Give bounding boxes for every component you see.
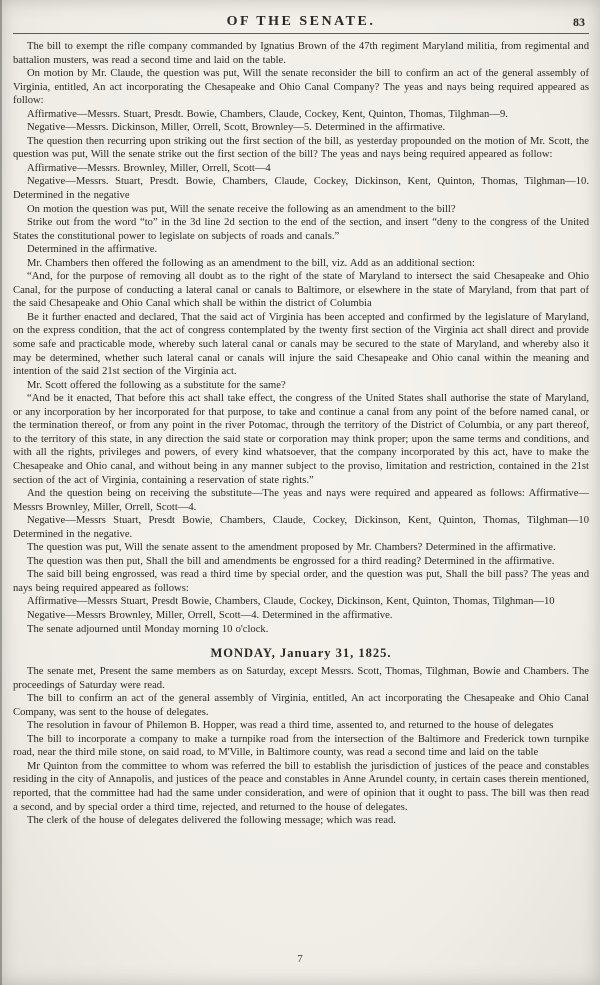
paragraph: Negative—Messrs. Stuart, Presdt. Bowie, Chambers, Claude, Cockey, Dickinson, Kent, Quinton, Thomas, Tilghman—10. Determined in the negative xyxy=(13,176,589,202)
paragraph: The question was then put, Shall the bill and amendments be engrossed for a third reading? Determined in the affirmative. xyxy=(27,555,555,567)
paragraph: “And, for the purpose of removing all doubt as to the right of the state of Maryland to intersect the said Chesapeake and Ohio Canal, for the purpose of conducting a lateral canal or canals to Baltimore, or elsewhere in the state of Maryland, from that part of the said Chesapeake and Ohio Canal which shall be within the district of Columbia xyxy=(13,271,589,310)
paragraph: The bill to incorporate a company to make a turnpike road from the intersection of the Baltimore and Frederick town turnpike road, near the third mile stone, on said road, to M'Ville, in Baltimore county, was read a second time and laid on the table xyxy=(13,733,589,759)
paragraph: Negative—Messrs Brownley, Miller, Orrell, Scott—4. Determined in the affirmative. xyxy=(27,609,393,621)
paragraph: Mr Quinton from the committee to whom was referred the bill to establish the jurisdiction of justices of the peace and constables residing in the city of Annapolis, and justices of the peace and constables in Anne Arundel county, in certain cases therein mentioned, reported, that the committee had had the same under consideration, and were of opinion that it ought to pass. The bill was then read a second, and by special order a third time, rejected, and returned to the house of delegates. xyxy=(13,760,589,813)
paragraph: Strike out from the word “to” in the 3d line 2d section to the end of the section, and insert “deny to the congress of the United States the constitutional power to legislate on subjects of roads and canals.” xyxy=(13,217,589,242)
paragraph: The clerk of the house of delegates delivered the following message; which was read. xyxy=(27,815,396,827)
running-head-title: OF THE SENATE. xyxy=(226,14,376,29)
paragraph: On motion the question was put, Will the senate receive the following as an amendment to the bill? xyxy=(27,203,456,215)
paragraph: The question was put, Will the senate assent to the amendment proposed by Mr. Chambers? Determined in the affirmative. xyxy=(27,542,556,554)
paragraph: The senate met, Present the same members as on Saturday, except Messrs. Scott, Thomas, Tilghman, Bowie and Chambers. The proceedings of Saturday were read. xyxy=(13,666,589,691)
paragraph: Mr. Scott offered the following as a substitute for the same? xyxy=(27,379,286,391)
paragraph: Negative—Messrs Stuart, Presdt Bowie, Chambers, Claude, Cockey, Dickinson, Kent, Quinton, Thomas, Tilghman—10 Determined in the negative. xyxy=(13,515,589,540)
signature-mark: 7 xyxy=(297,953,303,965)
paragraph: Affirmative—Messrs. Brownley, Miller, Orrell, Scott—4 xyxy=(27,162,271,174)
paragraph: The bill to confirm an act of the general assembly of Virginia, entitled, An act incorporating the Chesapeake and Ohio Canal Company, was sent to the house of delegates. xyxy=(13,693,589,718)
paragraph: The said bill being engrossed, was read a third time by special order, and the question was put, Shall the bill pass? The yeas and nays being required appeared as follows: xyxy=(13,569,589,594)
paragraph: The question then recurring upon striking out the first section of the bill, as yesterday propounded on the motion of Mr. Scott, the question was put, Will the senate strike out the first section of the bill? The yeas and nays being required appeared as follow: xyxy=(13,135,589,161)
paragraph: The resolution in favour of Philemon B. Hopper, was read a third time, assented to, and returned to the house of delegates xyxy=(27,720,554,732)
paragraph: Affirmative—Messrs. Stuart, Presdt. Bowie, Chambers, Claude, Cockey, Kent, Quinton, Thomas, Tilghman—9. xyxy=(27,108,508,120)
paragraph: Determined in the affirmative. xyxy=(27,244,158,256)
paragraph: Negative—Messrs. Dickinson, Miller, Orrell, Scott, Brownley—5. Determined in the affirmative. xyxy=(27,122,446,134)
paragraph: Be it further enacted and declared, That the said act of Virginia has been accepted and confirmed by the legislature of Maryland, on the express condition, that the act of congress contemplated by the twenty first section of the Virginia act shall direct and provide some safe and practicable mode, whereby such lateral canal or canals may be secured to the state of Maryland, and whereby also it may be determined, whether such lateral canal or canals will injure the said Chesapeake and Ohio canal within the meaning and intention of the said 21st section of the Virginia act. xyxy=(13,311,589,378)
paragraph: The bill to exempt the rifle company commanded by Ignatius Brown of the 47th regiment Maryland militia, from regimental and battalion musters, was read a second time and laid on the table. xyxy=(13,41,589,66)
page-number: 83 xyxy=(573,15,585,29)
page-body xyxy=(13,40,589,828)
paragraph: And the question being on receiving the substitute—The yeas and nays were required and appeared as follows: Affirmative—Messrs Brownley, Miller, Orrell, Scott—4. xyxy=(13,488,589,513)
paragraph: Affirmative—Messrs Stuart, Presdt Bowie, Chambers, Claude, Cockey, Dickinson, Kent, Quinton, Thomas, Tilghman—10 xyxy=(27,596,555,608)
paragraph: On motion by Mr. Claude, the question was put, Will the senate reconsider the bill to confirm an act of the general assembly of Virginia, entitled, An act incorporating the Chesapeake and Ohio Canal Company? The yeas and nays being required appeared as follow: xyxy=(13,68,589,107)
paragraph: “And be it enacted, That before this act shall take effect, the congress of the United States shall authorise the state of Maryland, or any incorporation by her incorporated for that purpose, to take and continue a canal from any point of the before named canal, or the termination thereof, or from any point in the river Potomac, through the territory of the District of Columbia, or any part thereof, to the territory of this state, in any direction the said state or corporation may think proper; upon the same terms and conditions, and with all the rights, privileges and powers, of every kind whatsoever, that the company incorporated by this act, have to make the Chesapeake and Ohio canal, and without being in any manner subject to the proviso, limitation and restriction, contained in the 21st section of the act of Virginia, containing a reservation of state rights.” xyxy=(13,393,589,486)
paragraph: Mr. Chambers then offered the following as an amendment to the bill, viz. Add as an additional section: xyxy=(27,257,475,269)
paragraph: The senate adjourned until Monday morning 10 o'clock. xyxy=(27,623,269,635)
running-head xyxy=(13,10,589,34)
section-heading: MONDAY, January 31, 1825. xyxy=(210,646,392,661)
